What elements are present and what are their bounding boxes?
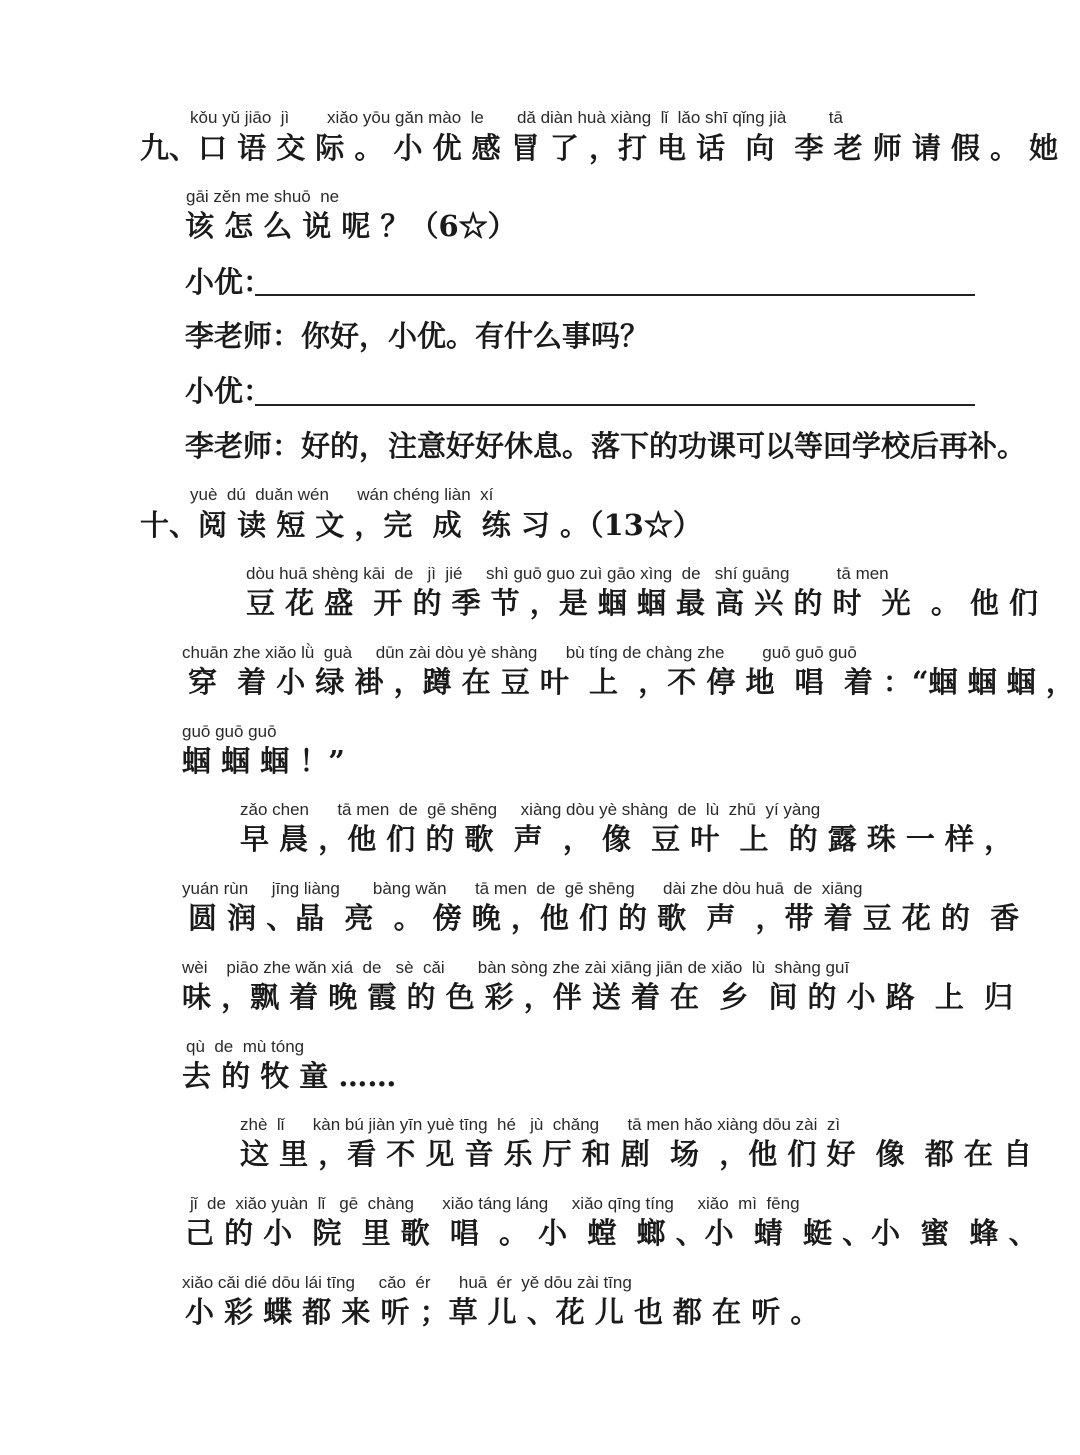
passage-pinyin-7: qù de mù tóng (186, 1037, 305, 1056)
passage-line-2: 穿 着 小 绿 褂 ，蹲 在 豆 叶 上 ，不 停 地 唱 着 ：“蝈 蝈 蝈 ， (188, 665, 1075, 699)
q9-title: 九、口 语 交 际 。 小 优 感 冒 了 ，打 电 话 向 李 老 师 请 假 。 她 (140, 131, 1059, 165)
passage-pinyin-4: zǎo chen tā men de gē shēng xiàng dòu yè shàng de lù zhū yí yàng (240, 800, 821, 819)
passage-line-10: 小 彩 蝶 都 来 听 ；草 儿 、花 儿 也 都 在 听 。 (185, 1295, 820, 1329)
passage-line-1: 豆 花 盛 开 的 季 节 ，是 蝈 蝈 最 高 兴 的 时 光 。 他 们 (246, 586, 1039, 620)
passage-pinyin-1: dòu huā shèng kāi de jì jié shì guō guo zuì gāo xìng de shí guāng tā men (246, 564, 889, 583)
passage-pinyin-5: yuán rùn jīng liàng bàng wǎn tā men de gē shēng dài zhe dòu huā de xiāng (182, 879, 863, 898)
passage-line-7: 去 的 牧 童 …… (182, 1059, 397, 1093)
passage-pinyin-8: zhè lǐ kàn bú jiàn yīn yuè tīng hé jù chǎng tā men hǎo xiàng dōu zài zì (240, 1115, 841, 1134)
q10-pinyin: yuè dú duǎn wén wán chéng liàn xí (190, 485, 494, 504)
answer-line-2[interactable] (255, 404, 975, 406)
q10-title: 十、阅 读 短 文 ，完 成 练 习 。（13☆） (140, 508, 702, 542)
passage-line-8: 这 里 ，看 不 见 音 乐 厅 和 剧 场 ，他 们 好 像 都 在 自 (240, 1137, 1033, 1171)
passage-line-4: 早 晨 ，他 们 的 歌 声 ， 像 豆 叶 上 的 露 珠 一 样 ， (240, 822, 1014, 856)
passage-pinyin-3: guō guō guō (182, 722, 277, 741)
passage-line-5: 圆 润 、晶 亮 。 傍 晚 ，他 们 的 歌 声 ，带 着 豆 花 的 香 (188, 901, 1020, 935)
passage-pinyin-9: jǐ de xiǎo yuàn lǐ gē chàng xiǎo táng láng xiǎo qīng tíng xiǎo mì fēng (190, 1194, 800, 1213)
xiaoyou-label-1: 小优： (185, 265, 273, 299)
q9-pinyin: kǒu yǔ jiāo jì xiǎo yōu gǎn mào le dǎ diàn huà xiàng lǐ lǎo shī qǐng jià tā (190, 108, 843, 127)
passage-pinyin-10: xiǎo cǎi dié dōu lái tīng cǎo ér huā ér yě dōu zài tīng (182, 1273, 632, 1292)
passage-pinyin-6: wèi piāo zhe wǎn xiá de sè cǎi bàn sòng zhe zài xiāng jiān de xiǎo lù shàng guī (182, 958, 850, 977)
teacher-line-1: 李老师：你好，小优。有什么事吗？ (185, 319, 650, 353)
xiaoyou-label-2: 小优： (185, 374, 273, 408)
teacher-line-2: 李老师：好的，注意好好休息。落下的功课可以等回学校后再补。 (185, 429, 1027, 463)
answer-line-1[interactable] (255, 294, 975, 296)
q9-title-2: 该 怎 么 说 呢 ？（6☆） (185, 209, 517, 243)
passage-pinyin-2: chuān zhe xiǎo lǜ guà dūn zài dòu yè shàng bù tíng de chàng zhe guō guō guō (182, 643, 857, 662)
passage-line-9: 己 的 小 院 里 歌 唱 。 小 螳 螂 、小 蜻 蜓 、小 蜜 蜂 、 (185, 1216, 1038, 1250)
passage-line-3: 蝈 蝈 蝈 ！” (182, 744, 345, 778)
passage-line-6: 味 ，飘 着 晚 霞 的 色 彩 ，伴 送 着 在 乡 间 的 小 路 上 归 (182, 980, 1014, 1014)
q9-pinyin-2: gāi zěn me shuō ne (186, 187, 340, 206)
